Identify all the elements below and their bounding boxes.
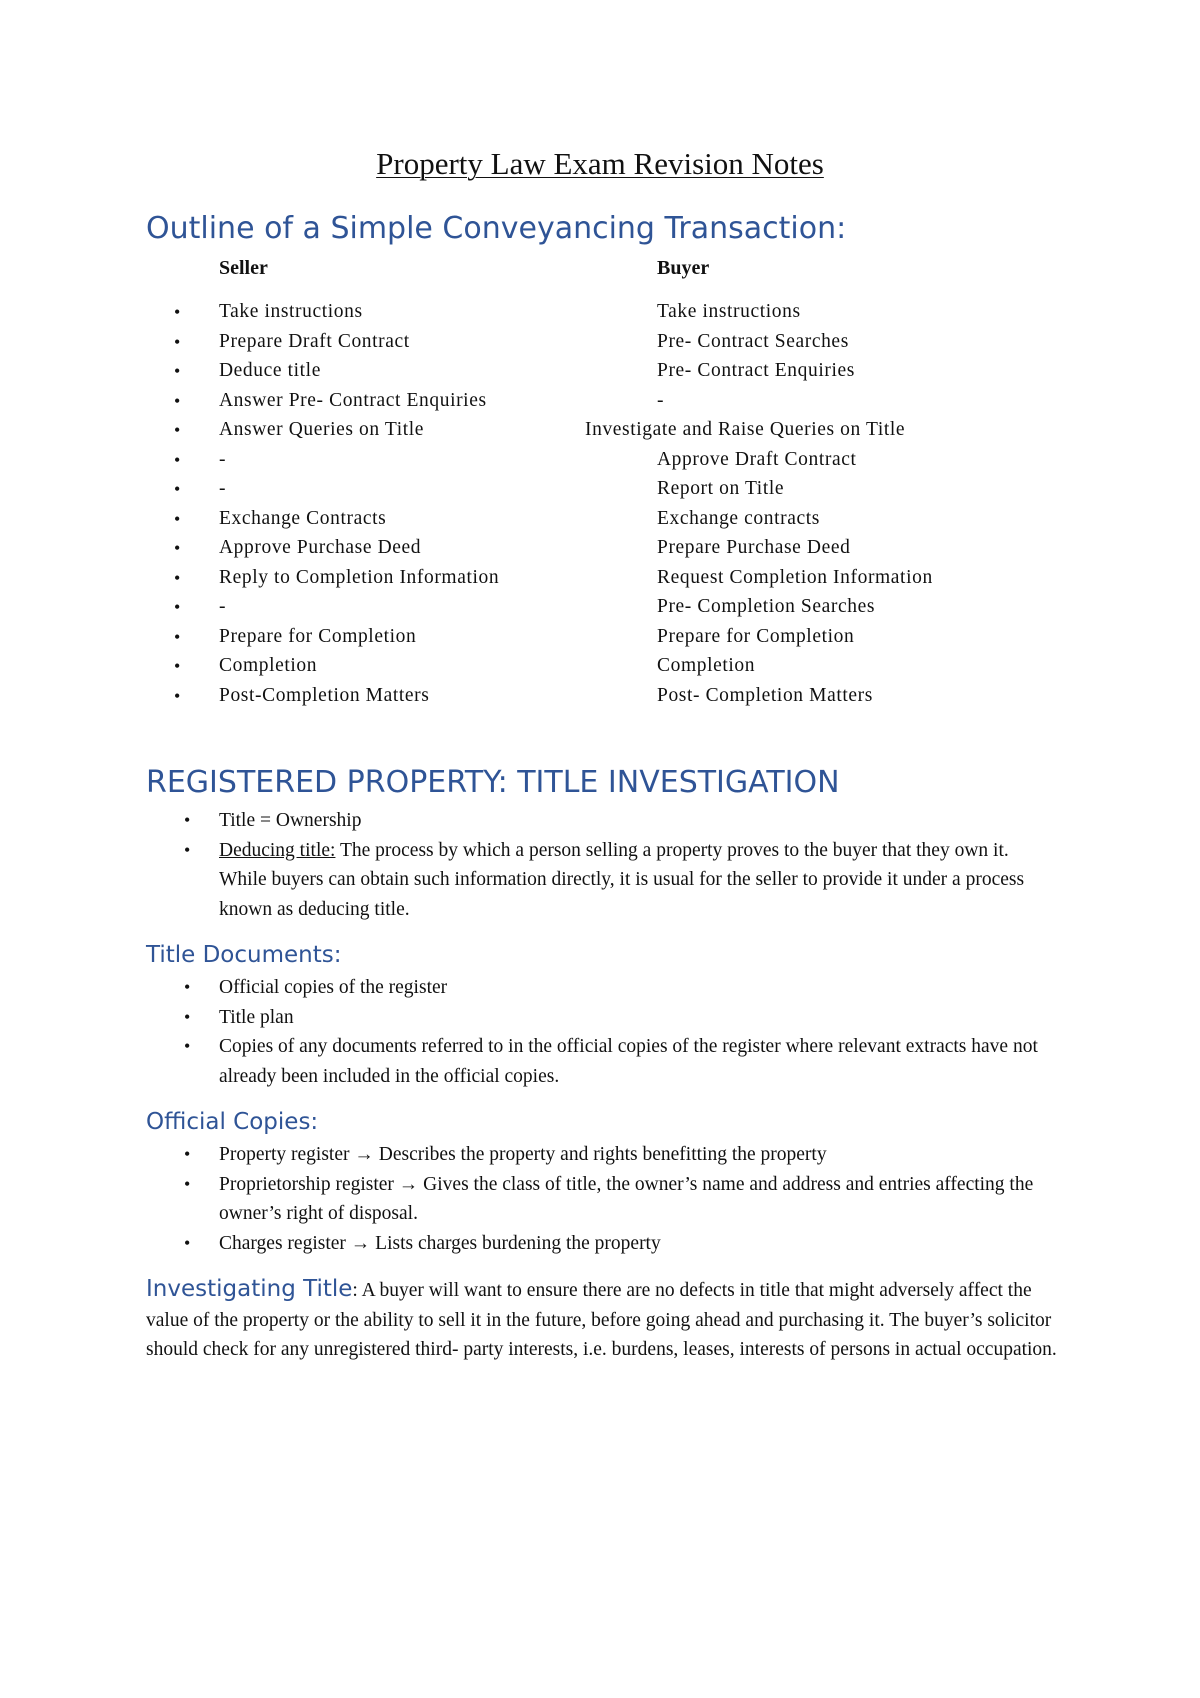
- list-item: [0, 836, 1200, 925]
- seller-step: Prepare for Completion: [219, 625, 417, 647]
- bullet-icon: •: [184, 1173, 191, 1194]
- seller-column-header: Seller: [219, 257, 268, 279]
- register-name: Proprietorship register: [219, 1173, 394, 1195]
- conveyancing-row: [0, 389, 1200, 418]
- seller-step: Prepare Draft Contract: [219, 330, 410, 352]
- list-item: [0, 806, 1200, 836]
- seller-step: Take instructions: [219, 301, 363, 322]
- investigating-title-paragraph: [146, 1275, 1066, 1365]
- seller-step: -: [219, 596, 227, 617]
- list-item-text: Title plan: [219, 1006, 294, 1028]
- bullet-icon: •: [174, 479, 181, 499]
- bullet-icon: •: [174, 361, 181, 381]
- conveyancing-row: [0, 330, 1200, 359]
- register-description: Describes the property and rights benefitting the property: [378, 1144, 827, 1165]
- conveyancing-row: [0, 477, 1200, 506]
- bullet-icon: •: [174, 567, 181, 588]
- list-item: [0, 1140, 1200, 1170]
- buyer-step: Exchange contracts: [657, 507, 820, 529]
- buyer-step: -: [657, 389, 665, 411]
- list-item: [0, 1170, 1200, 1229]
- buyer-step: Post- Completion Matters: [657, 684, 873, 706]
- conveyancing-row: [0, 418, 1200, 447]
- seller-step: Exchange Contracts: [219, 507, 387, 529]
- bullet-icon: •: [174, 538, 181, 558]
- buyer-step: Prepare for Completion: [657, 625, 855, 647]
- bullet-icon: •: [174, 626, 181, 647]
- investigating-title-heading: Investigating Title: [146, 1276, 353, 1302]
- conveyancing-row: [0, 536, 1200, 565]
- arrow-right-icon: →: [350, 1232, 371, 1254]
- seller-step: -: [219, 448, 227, 470]
- bullet-icon: •: [174, 449, 181, 470]
- bullet-icon: •: [174, 302, 181, 322]
- list-item: [0, 1003, 1200, 1033]
- conveyancing-row: [0, 507, 1200, 536]
- deducing-title-term: Deducing title:: [219, 839, 336, 861]
- registered-property-heading: REGISTERED PROPERTY: TITLE INVESTIGATION: [146, 765, 840, 800]
- list-item-text: Official copies of the register: [219, 977, 448, 998]
- bullet-icon: •: [174, 331, 181, 352]
- conveyancing-row: [0, 684, 1200, 713]
- buyer-step: Completion: [657, 655, 756, 676]
- conveyancing-row: [0, 625, 1200, 654]
- deducing-title-definition: The process by which a person selling a property proves to the buyer that they own it. While buyers can obtain such information directly, it is usual for the seller to provide it under a process known as deducing title.: [219, 839, 1025, 920]
- list-item: [0, 1229, 1200, 1259]
- bullet-icon: •: [184, 977, 191, 997]
- conveyancing-row: [0, 448, 1200, 477]
- seller-step: Approve Purchase Deed: [219, 537, 422, 558]
- buyer-step: Investigate and Raise Queries on Title: [585, 419, 906, 440]
- buyer-step: Take instructions: [657, 301, 801, 322]
- bullet-icon: •: [174, 597, 181, 617]
- bullet-icon: •: [174, 508, 181, 529]
- list-item-text: Title = Ownership: [219, 810, 362, 831]
- bullet-icon: •: [184, 1006, 191, 1027]
- bullet-icon: •: [184, 1144, 191, 1164]
- arrow-right-icon: →: [354, 1144, 374, 1165]
- bullet-icon: •: [184, 1232, 191, 1253]
- buyer-step: Pre- Contract Searches: [657, 330, 849, 352]
- bullet-icon: •: [184, 1036, 191, 1056]
- register-name: Property register: [219, 1144, 350, 1165]
- conveyancing-row: [0, 595, 1200, 624]
- official-copies-heading: Official Copies:: [146, 1109, 319, 1135]
- list-item: [0, 973, 1200, 1003]
- seller-step: Answer Pre- Contract Enquiries: [219, 389, 487, 411]
- conveyancing-heading: Outline of a Simple Conveyancing Transaction:: [146, 211, 847, 246]
- conveyancing-row: [0, 359, 1200, 388]
- buyer-step: Approve Draft Contract: [657, 448, 857, 470]
- bullet-icon: •: [184, 839, 191, 860]
- seller-step: Answer Queries on Title: [219, 419, 425, 440]
- registered-property-list: [0, 806, 1200, 924]
- bullet-icon: •: [174, 685, 181, 706]
- arrow-right-icon: →: [398, 1173, 419, 1195]
- title-documents-list: [0, 973, 1200, 1091]
- bullet-icon: •: [174, 390, 181, 411]
- official-copies-list: [0, 1140, 1200, 1258]
- list-item: [0, 1032, 1200, 1091]
- conveyancing-row: [0, 566, 1200, 595]
- buyer-step: Pre- Contract Enquiries: [657, 360, 855, 381]
- buyer-column-header: Buyer: [657, 257, 710, 279]
- register-description: Lists charges burdening the property: [375, 1232, 661, 1254]
- register-name: Charges register: [219, 1232, 346, 1254]
- list-item-text: Copies of any documents referred to in the official copies of the register where relevant extracts have not already been included in the official copies.: [219, 1036, 1038, 1087]
- seller-step: Reply to Completion Information: [219, 566, 500, 588]
- buyer-step: Request Completion Information: [657, 566, 933, 588]
- buyer-step: Pre- Completion Searches: [657, 596, 876, 617]
- bullet-icon: •: [174, 420, 181, 440]
- seller-step: Completion: [219, 655, 318, 676]
- seller-step: Post-Completion Matters: [219, 684, 430, 706]
- investigating-title-text: : A buyer will want to ensure there are no defects in title that might adversely affect the value of the property or the ability to sell it in the future, before going ahead and purchasing it. The buyer’s solicitor should check for any unregistered third- party interests, i.e. burdens, leases, interests of persons in actual occupation.: [146, 1280, 1057, 1360]
- buyer-step: Prepare Purchase Deed: [657, 537, 851, 558]
- seller-step: -: [219, 478, 227, 499]
- bullet-icon: •: [184, 810, 191, 830]
- conveyancing-row: [0, 300, 1200, 329]
- buyer-step: Report on Title: [657, 478, 785, 499]
- title-documents-heading: Title Documents:: [146, 942, 342, 968]
- bullet-icon: •: [174, 656, 181, 676]
- register-description: Gives the class of title, the owner’s name and address and entries affecting the owner’s right of disposal.: [219, 1173, 1034, 1224]
- document-title: Property Law Exam Revision Notes: [376, 146, 824, 181]
- conveyancing-row: [0, 654, 1200, 683]
- seller-step: Deduce title: [219, 360, 321, 381]
